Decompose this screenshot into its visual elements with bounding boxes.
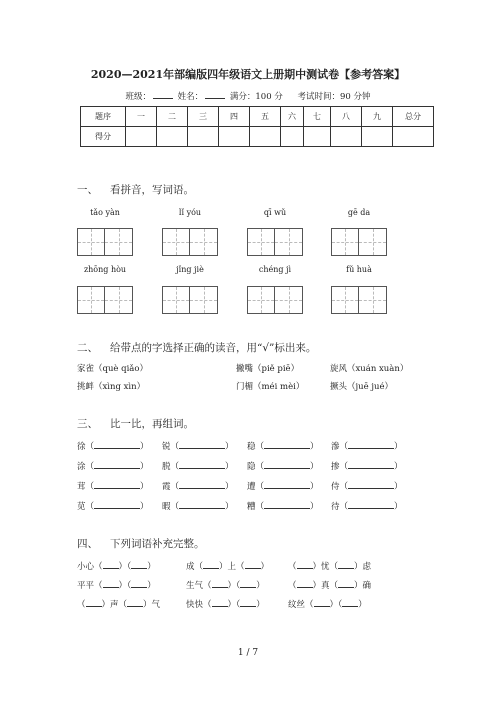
answer-blank[interactable] — [131, 587, 147, 588]
compare-item: 稳（ ） — [247, 442, 319, 452]
writing-grid[interactable] — [247, 228, 303, 256]
answer-blank[interactable] — [348, 488, 394, 489]
compare-item: 涂（ ） — [77, 462, 149, 472]
pinyin-label: fǔ huà — [346, 265, 372, 274]
compare-item: 待（ ） — [331, 502, 403, 512]
answer-blank[interactable] — [203, 568, 219, 569]
compare-item: 茸（ ） — [77, 482, 149, 492]
writing-grid[interactable] — [247, 286, 303, 314]
answer-blank[interactable] — [348, 448, 394, 449]
score-input-cell[interactable] — [157, 127, 188, 147]
answer-blank[interactable] — [103, 587, 119, 588]
page-number: 1 / 7 — [237, 648, 259, 658]
score-input-cell[interactable] — [250, 127, 281, 147]
grid-cell[interactable] — [247, 286, 275, 314]
answer-blank[interactable] — [264, 448, 310, 449]
answer-blank[interactable] — [212, 606, 228, 607]
answer-blank[interactable] — [94, 488, 140, 489]
answer-blank[interactable] — [131, 568, 147, 569]
answer-blank[interactable] — [264, 468, 310, 469]
answer-blank[interactable] — [338, 587, 354, 588]
idiom-item: 快快（ ）（ ） — [186, 600, 265, 610]
answer-blank[interactable] — [103, 568, 119, 569]
grid-cell[interactable] — [77, 228, 105, 256]
section-3-heading: 三、 比一比，再组词。 — [77, 418, 194, 430]
answer-blank[interactable] — [94, 448, 140, 449]
section-1-heading: 一、 看拼音，写词语。 — [77, 184, 194, 196]
idiom-item: 成（ ）上（ ） — [186, 562, 270, 572]
compare-item: 掺（ ） — [331, 462, 403, 472]
score-table — [80, 106, 434, 147]
score-header-cell: 总分 — [393, 107, 434, 127]
answer-blank[interactable] — [212, 587, 228, 588]
writing-grid[interactable] — [77, 286, 133, 314]
pinyin-label: tǎo yàn — [90, 208, 120, 217]
idiom-item: 纹丝（ ）（ ） — [288, 600, 367, 610]
answer-blank[interactable] — [240, 606, 256, 607]
answer-blank[interactable] — [342, 606, 358, 607]
idiom-item: 小心（ ）（ ） — [77, 562, 156, 572]
answer-blank[interactable] — [179, 448, 225, 449]
score-input-cell[interactable] — [331, 127, 362, 147]
exam-info: 班级： 姓名： 满分：100 分 考试时间：90 分钟 — [125, 92, 371, 102]
compare-item: 苋（ ） — [77, 502, 149, 512]
score-input-cell[interactable] — [393, 127, 434, 147]
idiom-item: 平平（ ）（ ） — [77, 581, 156, 591]
grid-cell[interactable] — [162, 228, 190, 256]
score-row-label: 得分 — [81, 127, 126, 147]
compare-item: 锐（ ） — [162, 442, 234, 452]
score-header-cell: 一 — [126, 107, 157, 127]
reading-item: 撅头（juē jué） — [330, 382, 393, 392]
score-header-cell: 四 — [219, 107, 250, 127]
answer-blank[interactable] — [338, 568, 354, 569]
compare-item: 隐（ ） — [247, 462, 319, 472]
writing-grid[interactable] — [162, 286, 218, 314]
score-header-cell: 八 — [331, 107, 362, 127]
compare-item: 霞（ ） — [162, 482, 234, 492]
grid-cell[interactable] — [77, 286, 105, 314]
compare-item: 暇（ ） — [162, 502, 234, 512]
idiom-item: （ ）声（ ）气 — [77, 600, 161, 610]
grid-cell[interactable] — [359, 286, 387, 314]
answer-blank[interactable] — [314, 606, 330, 607]
compare-item: 糟（ ） — [247, 502, 319, 512]
grid-cell[interactable] — [162, 286, 190, 314]
answer-blank[interactable] — [179, 468, 225, 469]
compare-item: 侍（ ） — [331, 482, 403, 492]
pinyin-label: gē da — [347, 208, 371, 217]
score-header-cell: 题序 — [81, 107, 126, 127]
pinyin-label: chéng jì — [258, 265, 292, 274]
score-header-cell: 五 — [250, 107, 281, 127]
score-input-cell[interactable] — [188, 127, 219, 147]
grid-cell[interactable] — [190, 228, 218, 256]
grid-cell[interactable] — [275, 228, 303, 256]
writing-grid[interactable] — [331, 228, 387, 256]
score-input-cell[interactable] — [362, 127, 393, 147]
answer-blank[interactable] — [94, 468, 140, 469]
answer-blank[interactable] — [94, 508, 140, 509]
score-input-cell[interactable] — [304, 127, 331, 147]
reading-item: 家雀（què qiǎo） — [77, 364, 148, 374]
compare-item: 徐（ ） — [77, 442, 149, 452]
answer-blank[interactable] — [264, 488, 310, 489]
compare-item: 滲（ ） — [331, 442, 403, 452]
reading-item: 挑衅（xìng xìn） — [77, 382, 146, 392]
idiom-item: （ ）真（ ）确 — [288, 581, 372, 591]
answer-blank[interactable] — [348, 508, 394, 509]
page-title: 2020—2021年部编版四年级语文上册期中测试卷【参考答案】 — [90, 68, 406, 81]
answer-blank[interactable] — [179, 488, 225, 489]
reading-item: 门楣（méi mèi） — [236, 382, 305, 392]
score-header-cell: 七 — [304, 107, 331, 127]
idiom-item: 生气（ ）（ ） — [186, 581, 265, 591]
pinyin-label: lǐ yóu — [178, 208, 202, 217]
answer-blank[interactable] — [179, 508, 225, 509]
grid-cell[interactable] — [190, 286, 218, 314]
score-header-cell: 六 — [281, 107, 304, 127]
answer-blank[interactable] — [297, 568, 313, 569]
grid-cell[interactable] — [105, 286, 133, 314]
grid-cell[interactable] — [247, 228, 275, 256]
answer-blank[interactable] — [86, 606, 102, 607]
writing-grid[interactable] — [77, 228, 133, 256]
reading-item: 撇嘴（piě piē） — [236, 364, 300, 374]
compare-item: 脱（ ） — [162, 462, 234, 472]
grid-cell[interactable] — [275, 286, 303, 314]
answer-blank[interactable] — [127, 606, 143, 607]
answer-blank[interactable] — [348, 468, 394, 469]
reading-item: 旋风（xuán xuàn） — [330, 364, 409, 374]
score-input-cell[interactable] — [126, 127, 157, 147]
pinyin-label: zhōng hòu — [83, 265, 127, 274]
score-input-cell[interactable] — [281, 127, 304, 147]
pinyin-label: qī wǔ — [263, 208, 287, 217]
answer-blank[interactable] — [245, 568, 261, 569]
answer-blank[interactable] — [240, 587, 256, 588]
grid-cell[interactable] — [331, 228, 359, 256]
score-header-cell: 二 — [157, 107, 188, 127]
score-header-cell: 九 — [362, 107, 393, 127]
grid-cell[interactable] — [105, 228, 133, 256]
grid-cell[interactable] — [359, 228, 387, 256]
score-header-cell: 三 — [188, 107, 219, 127]
grid-cell[interactable] — [331, 286, 359, 314]
score-input-cell[interactable] — [219, 127, 250, 147]
section-4-heading: 四、 下列词语补充完整。 — [77, 538, 205, 550]
idiom-item: （ ）忧（ ）虑 — [288, 562, 372, 572]
answer-blank[interactable] — [264, 508, 310, 509]
writing-grid[interactable] — [331, 286, 387, 314]
section-2-heading: 二、 给带点的字选择正确的读音，用“√”标出来。 — [77, 342, 317, 354]
answer-blank[interactable] — [297, 587, 313, 588]
pinyin-label: jǐng jiè — [176, 265, 204, 274]
writing-grid[interactable] — [162, 228, 218, 256]
compare-item: 遭（ ） — [247, 482, 319, 492]
